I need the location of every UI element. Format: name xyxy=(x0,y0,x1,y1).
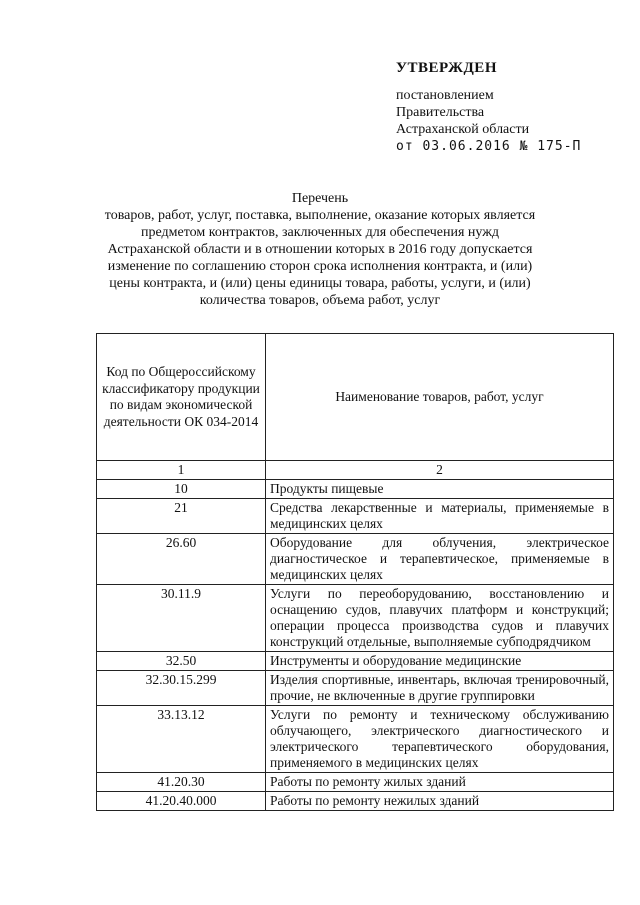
table-row xyxy=(97,499,614,534)
row-code: 32.30.15.299 xyxy=(97,671,266,706)
classifier-table xyxy=(96,333,614,811)
table-row xyxy=(97,480,614,499)
row-name: Работы по ремонту нежилых зданий xyxy=(266,792,614,811)
approval-block xyxy=(396,60,626,155)
table-header-row xyxy=(97,334,614,461)
approval-heading: УТВЕРЖДЕН xyxy=(396,60,497,76)
column-number: 1 xyxy=(97,461,266,480)
row-name: Изделия спортивные, инвентарь, включая тренировочный, прочие, не включенные в другие группировки xyxy=(266,671,614,706)
table-row xyxy=(97,652,614,671)
row-name: Услуги по ремонту и техническому обслуживанию облучающего, электрического диагностического и электрического терапевтического оборудования, применяемого в медицинских целях xyxy=(266,706,614,773)
table-row xyxy=(97,792,614,811)
row-name: Инструменты и оборудование медицинские xyxy=(266,652,614,671)
row-name: Средства лекарственные и материалы, применяемые в медицинских целях xyxy=(266,499,614,534)
table-row xyxy=(97,585,614,652)
approval-line: Астраханской области xyxy=(396,122,530,137)
row-name: Оборудование для облучения, электрическое диагностическое и терапевтическое, применяемые в медицинских целях xyxy=(266,534,614,585)
row-name: Услуги по переоборудованию, восстановлению и оснащению судов, плавучих платформ и конструкций; операции процесса производства судов и плавучих конструкций отдельные, выполняемые субподрядчиком xyxy=(266,585,614,652)
table-row xyxy=(97,773,614,792)
row-name: Продукты пищевые xyxy=(266,480,614,499)
approval-date: от 03.06.2016 № 175-П xyxy=(396,139,582,154)
row-code: 26.60 xyxy=(97,534,266,585)
row-code: 33.13.12 xyxy=(97,706,266,773)
row-code: 30.11.9 xyxy=(97,585,266,652)
table-row xyxy=(97,671,614,706)
column-number: 2 xyxy=(266,461,614,480)
row-code: 21 xyxy=(97,499,266,534)
row-code: 10 xyxy=(97,480,266,499)
approval-line: постановлением xyxy=(396,88,494,103)
row-code: 32.50 xyxy=(97,652,266,671)
title-heading: Перечень xyxy=(291,191,349,206)
table-row xyxy=(97,706,614,773)
row-code: 41.20.40.000 xyxy=(97,792,266,811)
row-code: 41.20.30 xyxy=(97,773,266,792)
table-row xyxy=(97,534,614,585)
header-code: Код по Общероссийскому классификатору продукции по видам экономической деятельности ОК 034-2014 xyxy=(97,334,266,461)
header-name: Наименование товаров, работ, услуг xyxy=(266,334,614,461)
document-title xyxy=(100,190,540,309)
column-number-row xyxy=(97,461,614,480)
approval-line: Правительства xyxy=(396,105,485,120)
row-name: Работы по ремонту жилых зданий xyxy=(266,773,614,792)
title-text: товаров, работ, услуг, поставка, выполнение, оказание которых является предметом контрактов, заключенных для обеспечения нужд Астраханской области и в отношении которых в 2016 году допускается изменение по соглашению сторон срока исполнения контракта, и (или) цены контракта, и (или) цены единицы товара, работы, услуги, и (или) количества товаров, объема работ, услуг xyxy=(104,208,536,308)
